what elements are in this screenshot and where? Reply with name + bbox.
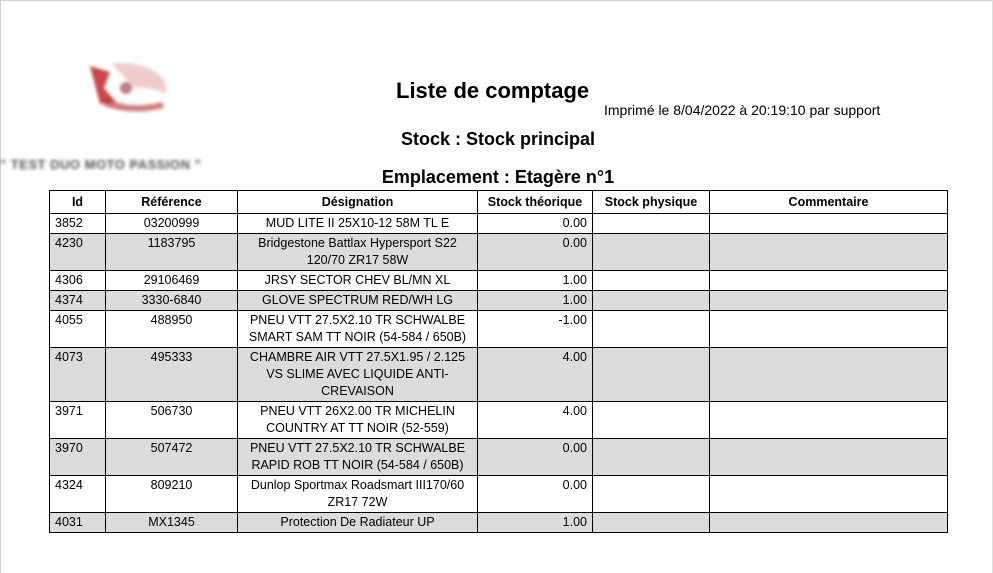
header-id: Id (50, 191, 106, 214)
location-heading: Emplacement : Etagère n°1 (381, 167, 615, 187)
table-row (50, 513, 948, 533)
table-row (50, 402, 948, 439)
cell-comment (710, 402, 948, 439)
cell-physical-stock (593, 439, 710, 476)
table-header-row (50, 191, 948, 214)
header-comment: Commentaire (710, 191, 948, 214)
cell-reference: MX1345 (106, 513, 238, 533)
cell-comment (710, 291, 948, 311)
cell-designation: PNEU VTT 27.5X2.10 TR SCHWALBE RAPID ROB TT NOIR (54-584 / 650B) (238, 439, 478, 476)
header-reference: Référence (106, 191, 238, 214)
cell-theoretical-stock: 4.00 (478, 348, 593, 402)
cell-theoretical-stock: -1.00 (478, 311, 593, 348)
cell-comment (710, 476, 948, 513)
table-row (50, 311, 948, 348)
cell-designation: JRSY SECTOR CHEV BL/MN XL (238, 271, 478, 291)
cell-theoretical-stock: 0.00 (478, 476, 593, 513)
printed-info: Imprimé le 8/04/2022 à 20:19:10 par support (604, 102, 881, 118)
cell-id: 4324 (50, 476, 106, 513)
cell-physical-stock (593, 271, 710, 291)
header-designation: Désignation (238, 191, 478, 214)
cell-physical-stock (593, 234, 710, 271)
shop-name: " TEST DUO MOTO PASSION " (0, 157, 202, 172)
cell-id: 3970 (50, 439, 106, 476)
cell-id: 4306 (50, 271, 106, 291)
cell-comment (710, 311, 948, 348)
cell-designation: GLOVE SPECTRUM RED/WH LG (238, 291, 478, 311)
cell-reference: 1183795 (106, 234, 238, 271)
cell-physical-stock (593, 348, 710, 402)
cell-id: 4031 (50, 513, 106, 533)
cell-theoretical-stock: 1.00 (478, 271, 593, 291)
cell-physical-stock (593, 513, 710, 533)
cell-id: 4055 (50, 311, 106, 348)
page-edge-left (0, 0, 1, 573)
counting-table (49, 190, 948, 533)
cell-designation: Bridgestone Battlax Hypersport S22 120/70 ZR17 58W (238, 234, 478, 271)
cell-theoretical-stock: 1.00 (478, 513, 593, 533)
cell-theoretical-stock: 1.00 (478, 291, 593, 311)
cell-physical-stock (593, 476, 710, 513)
cell-reference: 506730 (106, 402, 238, 439)
page-edge-top (0, 0, 993, 1)
cell-comment (710, 234, 948, 271)
cell-comment (710, 271, 948, 291)
table-row (50, 291, 948, 311)
cell-id: 4230 (50, 234, 106, 271)
cell-physical-stock (593, 311, 710, 348)
cell-comment (710, 348, 948, 402)
table-row (50, 439, 948, 476)
table-row (50, 234, 948, 271)
table-row (50, 348, 948, 402)
table-row (50, 476, 948, 513)
header-theoretical-stock: Stock théorique (478, 191, 593, 214)
shop-logo (82, 58, 178, 118)
cell-designation: Protection De Radiateur UP (238, 513, 478, 533)
cell-physical-stock (593, 402, 710, 439)
cell-reference: 488950 (106, 311, 238, 348)
cell-designation: Dunlop Sportmax Roadsmart III170/60 ZR17 72W (238, 476, 478, 513)
header-physical-stock: Stock physique (593, 191, 710, 214)
cell-reference: 3330-6840 (106, 291, 238, 311)
cell-designation: PNEU VTT 27.5X2.10 TR SCHWALBE SMART SAM TT NOIR (54-584 / 650B) (238, 311, 478, 348)
cell-id: 4374 (50, 291, 106, 311)
cell-physical-stock (593, 214, 710, 234)
cell-theoretical-stock: 0.00 (478, 234, 593, 271)
table-row (50, 214, 948, 234)
cell-reference: 809210 (106, 476, 238, 513)
cell-comment (710, 439, 948, 476)
cell-reference: 03200999 (106, 214, 238, 234)
cell-id: 3971 (50, 402, 106, 439)
cell-id: 3852 (50, 214, 106, 234)
cell-theoretical-stock: 0.00 (478, 439, 593, 476)
cell-theoretical-stock: 4.00 (478, 402, 593, 439)
cell-reference: 495333 (106, 348, 238, 402)
cell-physical-stock (593, 291, 710, 311)
cell-id: 4073 (50, 348, 106, 402)
cell-comment (710, 214, 948, 234)
cell-designation: CHAMBRE AIR VTT 27.5X1.95 / 2.125 VS SLIME AVEC LIQUIDE ANTI-CREVAISON (238, 348, 478, 402)
cell-reference: 29106469 (106, 271, 238, 291)
document-title: Liste de comptage (396, 78, 590, 103)
cell-designation: PNEU VTT 26X2.00 TR MICHELIN COUNTRY AT TT NOIR (52-559) (238, 402, 478, 439)
cell-comment (710, 513, 948, 533)
table-row (50, 271, 948, 291)
cell-designation: MUD LITE II 25X10-12 58M TL E (238, 214, 478, 234)
cell-theoretical-stock: 0.00 (478, 214, 593, 234)
cell-reference: 507472 (106, 439, 238, 476)
stock-heading: Stock : Stock principal (400, 129, 596, 149)
